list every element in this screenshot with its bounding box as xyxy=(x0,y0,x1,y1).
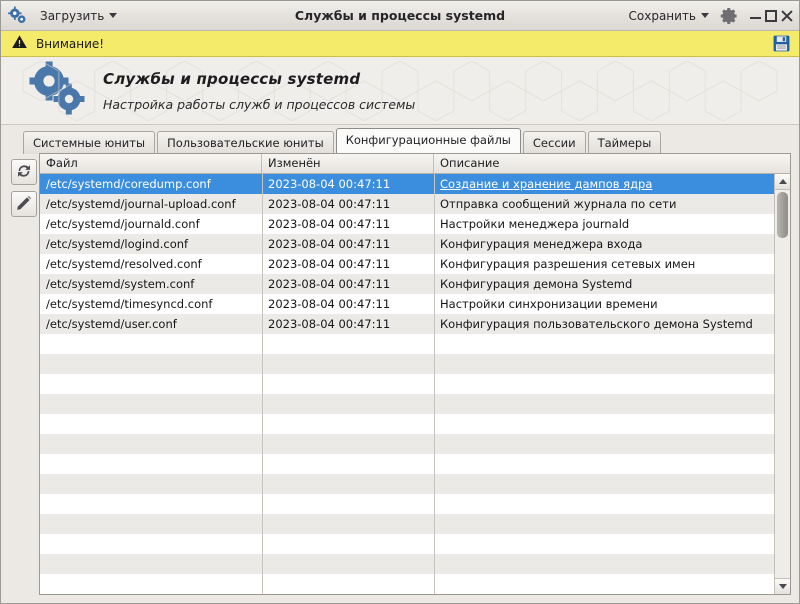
title-bar-right xyxy=(624,6,796,26)
vertical-scrollbar[interactable] xyxy=(774,174,790,594)
table-row[interactable] xyxy=(40,234,774,254)
tab-sessions[interactable]: Сессии xyxy=(523,131,586,154)
warning-bar xyxy=(1,31,799,57)
refresh-button[interactable] xyxy=(11,159,37,185)
cell-file: /etc/systemd/user.conf xyxy=(46,317,177,331)
column-divider-2 xyxy=(434,174,435,594)
maximize-button[interactable] xyxy=(765,10,777,22)
cell-modified: 2023-08-04 00:47:11 xyxy=(268,277,391,291)
close-button[interactable] xyxy=(781,10,793,22)
chevron-down-icon xyxy=(779,584,787,589)
banner-title: Службы и процессы systemd xyxy=(103,69,361,88)
refresh-icon xyxy=(16,163,32,182)
cell-description: Конфигурация пользовательского демона Systemd xyxy=(440,317,753,331)
window-title: Службы и процессы systemd xyxy=(294,8,506,23)
chevron-up-icon xyxy=(779,179,787,184)
table-row-empty xyxy=(40,494,774,514)
table-row[interactable] xyxy=(40,214,774,234)
minimize-button[interactable] xyxy=(750,10,761,21)
gears-icon xyxy=(7,5,29,27)
cell-file: /etc/systemd/journal-upload.conf xyxy=(46,197,236,211)
gear-icon[interactable] xyxy=(720,6,740,26)
cell-description: Настройки синхронизации времени xyxy=(440,297,658,311)
pencil-edit-icon xyxy=(16,195,32,214)
cell-modified: 2023-08-04 00:47:11 xyxy=(268,217,391,231)
table-row-empty xyxy=(40,414,774,434)
table-row-empty xyxy=(40,334,774,354)
table-header-row xyxy=(40,154,790,174)
table-row[interactable] xyxy=(40,274,774,294)
chevron-down-icon xyxy=(701,13,709,18)
warning-bar-right xyxy=(772,34,791,53)
cell-file: /etc/systemd/logind.conf xyxy=(46,237,189,251)
table-row-empty xyxy=(40,514,774,534)
scrollbar-thumb[interactable] xyxy=(777,192,788,238)
title-bar-left xyxy=(7,5,122,27)
tool-sidebar xyxy=(9,153,39,595)
table-row[interactable] xyxy=(40,174,774,194)
table-row[interactable] xyxy=(40,294,774,314)
table-row-empty xyxy=(40,454,774,474)
cell-modified: 2023-08-04 00:47:11 xyxy=(268,257,391,271)
cell-description: Отправка сообщений журнала по сети xyxy=(440,197,677,211)
table-row-empty xyxy=(40,474,774,494)
tab-config-files[interactable]: Конфигурационные файлы xyxy=(336,128,521,153)
cell-description: Конфигурация менеджера входа xyxy=(440,237,643,251)
tab-user-units[interactable]: Пользовательские юниты xyxy=(157,131,334,154)
cell-description: Создание и хранение дампов ядра xyxy=(440,177,653,191)
column-header-modified[interactable]: Изменён xyxy=(262,154,434,173)
cell-file: /etc/systemd/timesyncd.conf xyxy=(46,297,213,311)
column-header-description[interactable]: Описание xyxy=(440,156,500,170)
config-files-table xyxy=(39,153,791,595)
warning-text: Внимание! xyxy=(36,36,105,51)
table-row-empty xyxy=(40,574,774,594)
table-rows xyxy=(40,174,774,594)
table-row-empty xyxy=(40,354,774,374)
scroll-down-button[interactable] xyxy=(775,578,790,594)
table-body-area xyxy=(40,174,790,594)
cell-modified: 2023-08-04 00:47:11 xyxy=(268,237,391,251)
cell-modified: 2023-08-04 00:47:11 xyxy=(268,297,391,311)
floppy-save-icon[interactable] xyxy=(772,34,791,53)
chevron-down-icon xyxy=(109,13,117,18)
load-menu-label: Загрузить xyxy=(40,8,105,23)
table-row[interactable] xyxy=(40,254,774,274)
cell-description: Конфигурация разрешения сетевых имен xyxy=(440,257,696,271)
banner-subtitle: Настройка работы служб и процессов системы xyxy=(103,96,416,112)
cell-modified: 2023-08-04 00:47:11 xyxy=(268,317,391,331)
cell-modified: 2023-08-04 00:47:11 xyxy=(268,197,391,211)
cell-file: /etc/systemd/resolved.conf xyxy=(46,257,202,271)
table-row-empty xyxy=(40,434,774,454)
edit-button[interactable] xyxy=(11,191,37,217)
column-header-file[interactable]: Файл xyxy=(40,154,262,173)
scroll-up-button[interactable] xyxy=(775,174,790,190)
column-divider-1 xyxy=(262,174,263,594)
tab-bar xyxy=(1,125,799,153)
tab-system-units[interactable]: Системные юниты xyxy=(23,131,155,154)
cell-file: /etc/systemd/system.conf xyxy=(46,277,195,291)
banner-text-block xyxy=(103,70,415,112)
save-menu-button[interactable] xyxy=(624,7,715,25)
load-menu-button[interactable] xyxy=(35,7,122,25)
main-content xyxy=(1,153,799,603)
title-bar xyxy=(1,1,799,31)
tab-timers[interactable]: Таймеры xyxy=(588,131,662,154)
header-banner xyxy=(1,57,799,125)
table-row-empty xyxy=(40,554,774,574)
cell-modified: 2023-08-04 00:47:11 xyxy=(268,177,391,191)
cell-file: /etc/systemd/journald.conf xyxy=(46,217,200,231)
table-row[interactable] xyxy=(40,194,774,214)
table-row[interactable] xyxy=(40,314,774,334)
window-controls xyxy=(750,10,795,22)
cell-file: /etc/systemd/coredump.conf xyxy=(46,177,211,191)
table-row-empty xyxy=(40,534,774,554)
table-row-empty xyxy=(40,394,774,414)
table-row-empty xyxy=(40,374,774,394)
cell-description: Настройки менеджера journald xyxy=(440,217,630,231)
cell-description: Конфигурация демона Systemd xyxy=(440,277,633,291)
warning-triangle-icon xyxy=(11,34,28,53)
save-menu-label: Сохранить xyxy=(628,8,696,23)
